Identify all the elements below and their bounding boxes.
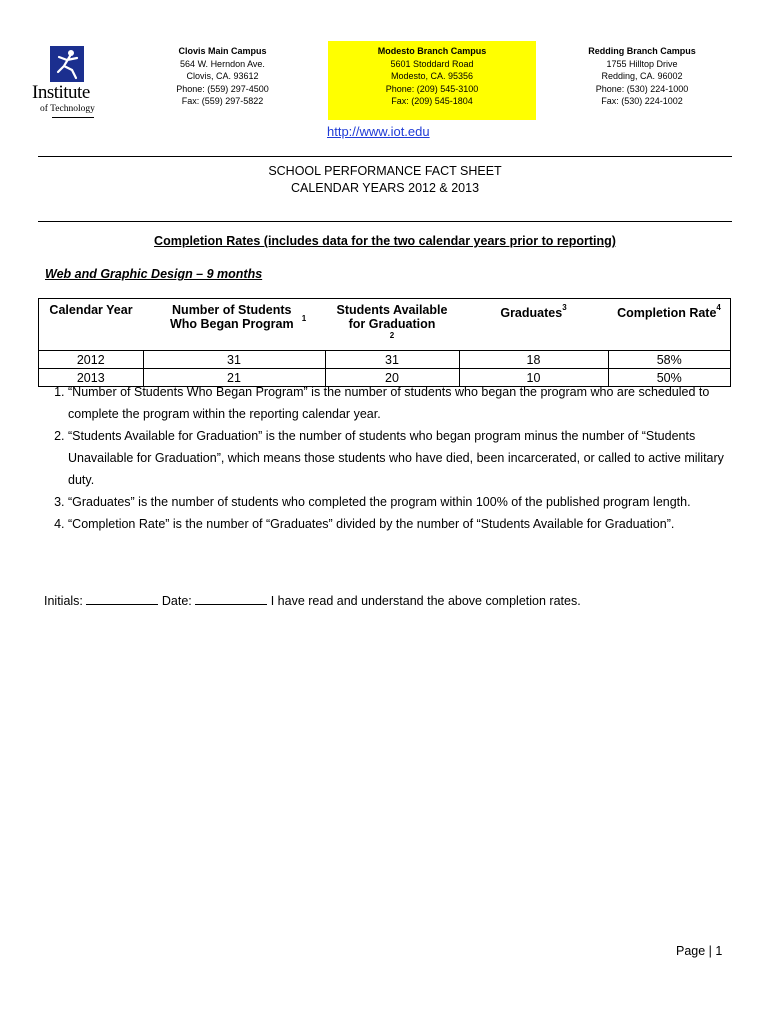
footnote-marker: 2 — [389, 331, 395, 340]
logo-name: Institute — [32, 82, 90, 103]
logo-subtitle: of Technology — [40, 104, 95, 114]
table-row — [39, 351, 731, 369]
campus-fax: Fax: (530) 224-1002 — [601, 96, 683, 106]
logo-rule — [52, 117, 94, 118]
campus-redding — [572, 45, 712, 108]
program-name: Web and Graphic Design – 9 months — [45, 267, 263, 281]
footnote-item: 1. “Number of Students Who Began Program” is the number of students who began the program who are scheduled to complete the program within the reporting calendar year. — [68, 381, 734, 425]
header-divider — [38, 156, 732, 157]
campus-fax: Fax: (559) 297-5822 — [181, 96, 264, 106]
institute-logo — [32, 44, 108, 118]
campus-address: 5601 Stoddard Road — [390, 58, 474, 69]
campus-phone: Phone: (209) 545-3100 — [385, 83, 479, 94]
table-cell: 18 — [459, 351, 608, 369]
table-cell: 31 — [143, 351, 325, 369]
title-divider — [38, 221, 732, 222]
campus-name: Modesto Branch Campus — [377, 46, 487, 56]
column-header: Completion Rate$^4$ — [608, 299, 731, 351]
campus-address: 1755 Hilltop Drive — [606, 58, 678, 69]
campus-city: Redding, CA. 96002 — [601, 71, 683, 81]
campus-fax: Fax: (209) 545-1804 — [391, 96, 473, 106]
column-header: Calendar Year — [39, 299, 144, 351]
column-header: Graduates$^3$ — [459, 299, 608, 351]
campus-city: Clovis, CA. 93612 — [186, 71, 259, 81]
campus-phone: Phone: (530) 224-1000 — [595, 83, 689, 94]
initials-field[interactable] — [86, 592, 158, 605]
column-header: Number of Students Who Began Program $^1$ — [143, 299, 325, 351]
logo-figure-icon — [50, 46, 84, 82]
campus-city: Modesto, CA. 95356 — [390, 71, 474, 81]
date-field[interactable] — [195, 592, 267, 605]
table-cell: 20 — [325, 369, 459, 387]
acknowledgement-statement: I have read and understand the above completion rates. — [270, 594, 581, 608]
page-title: SCHOOL PERFORMANCE FACT SHEET — [268, 164, 502, 178]
footnote-marker: 1 — [301, 314, 307, 323]
date-label: Date: — [161, 594, 192, 608]
campus-modesto — [328, 41, 536, 120]
table-cell: 2012 — [39, 351, 144, 369]
table-header-row — [39, 299, 731, 351]
website-link[interactable]: http://www.iot.edu — [327, 124, 430, 139]
completion-rates-heading: Completion Rates (includes data for the two calendar years prior to reporting) — [154, 234, 616, 248]
campus-name: Clovis Main Campus — [178, 46, 267, 56]
campus-phone: Phone: (559) 297-4500 — [176, 83, 269, 94]
table-cell: 10 — [459, 369, 608, 387]
completion-rates-table — [38, 298, 731, 387]
footnote-item: 4. “Completion Rate” is the number of “Graduates” divided by the number of “Students Available for Graduation”. — [68, 513, 734, 535]
footnote-marker: 3 — [562, 303, 567, 312]
column-header: Students Available for Graduation$^2$ — [325, 299, 459, 351]
initials-label: Initials: — [44, 594, 83, 608]
campus-clovis — [160, 45, 285, 108]
campus-name: Redding Branch Campus — [588, 46, 696, 56]
footnote-marker: 4 — [716, 303, 721, 312]
page-subtitle: CALENDAR YEARS 2012 & 2013 — [290, 181, 480, 195]
table-cell: 50% — [608, 369, 731, 387]
footnote-item: 3. “Graduates” is the number of students who completed the program within 100% of the published program length. — [68, 491, 734, 513]
campus-address: 564 W. Herndon Ave. — [180, 58, 265, 69]
table-cell: 2013 — [39, 369, 144, 387]
page-number: Page | 1 — [676, 944, 723, 958]
table-cell: 31 — [325, 351, 459, 369]
acknowledgement-line — [44, 592, 581, 608]
table-cell: 58% — [608, 351, 731, 369]
table-cell: 21 — [143, 369, 325, 387]
footnote-item: 2. “Students Available for Graduation” is the number of students who began program minus the number of “Students Unavailable for Graduation”, which means those students who have died, been incarcerated, or called to active military duty. — [68, 425, 734, 491]
footnotes-list — [44, 381, 734, 535]
